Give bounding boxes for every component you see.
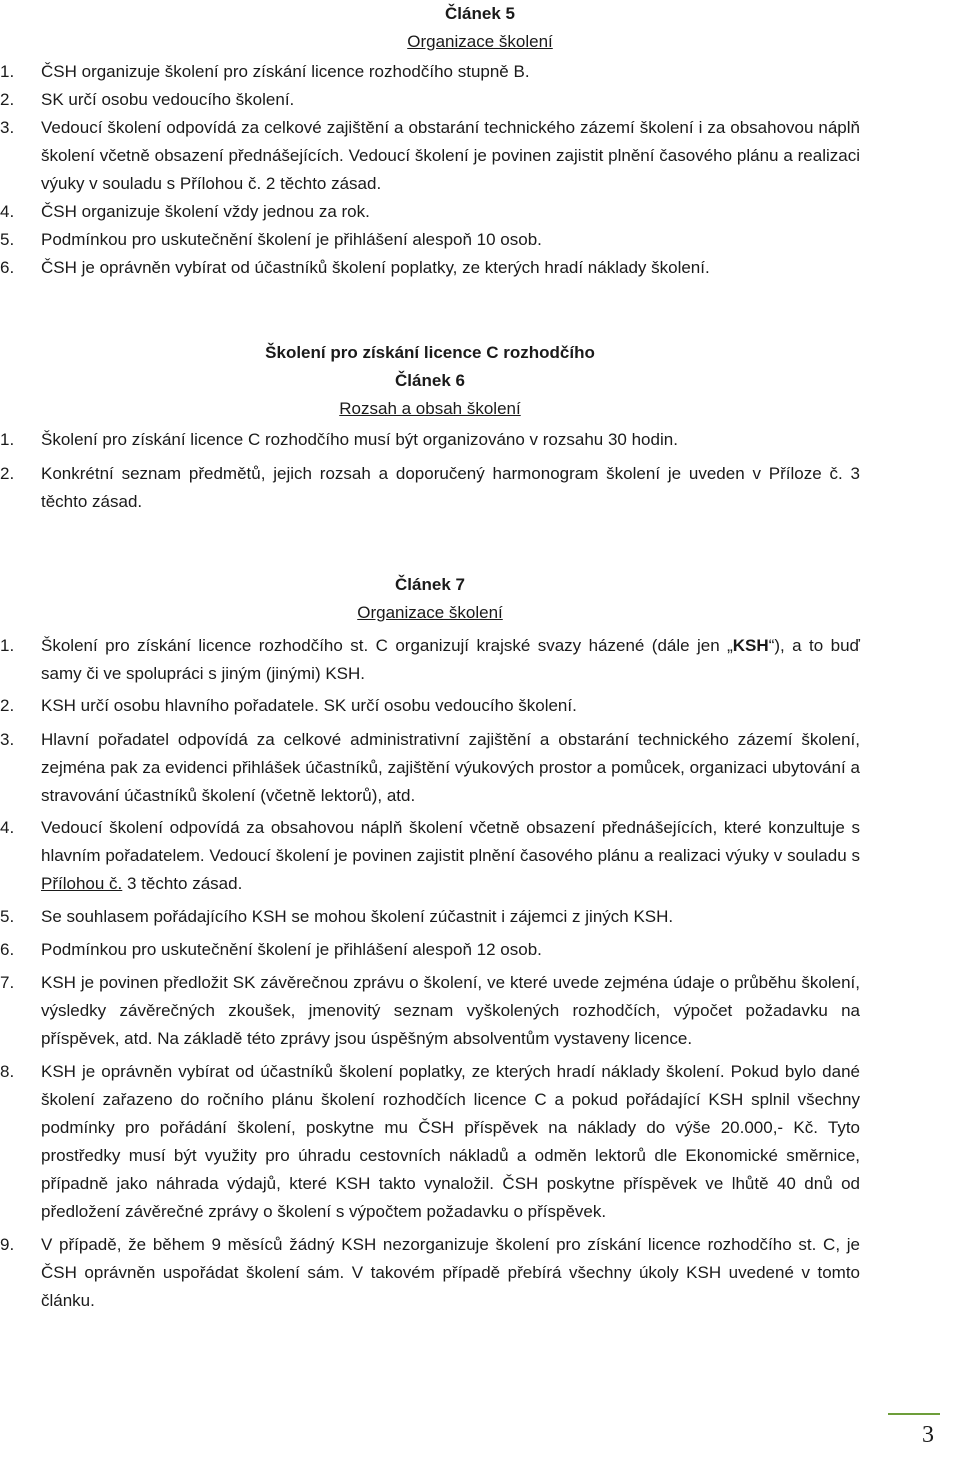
- article-6: [0, 339, 860, 423]
- item-number: 2.: [0, 464, 15, 483]
- item-text: Podmínkou pro uskutečnění školení je přihlášení alespoň 12 osob.: [41, 940, 542, 959]
- list-item: [0, 254, 860, 282]
- item-text: SK určí osobu vedoucího školení.: [41, 90, 295, 109]
- list-item: [0, 1231, 860, 1315]
- item-text: Se souhlasem pořádajícího KSH se mohou školení zúčastnit i zájemci z jiných KSH.: [41, 907, 674, 926]
- article-6-subtitle: Rozsah a obsah školení: [339, 399, 521, 418]
- article-6-title: Článek 6: [395, 371, 465, 390]
- item-text: ČSH organizuje školení pro získání licence rozhodčího stupně B.: [41, 62, 530, 81]
- item-text: Hlavní pořadatel odpovídá za celkové administrativní zajištění a obstarání technického zázemí školení, zejména pak za evidenci přihlášek účastníků, zajištění výukových prostor a pomůcek, organizaci ubytování a stravování účastníků školení (včetně lektorů), atd.: [41, 730, 860, 805]
- list-item: [0, 1058, 860, 1226]
- item-text: V případě, že během 9 měsíců žádný KSH nezorganizuje školení pro získání licence rozhodčího st. C, je ČSH oprávněn uspořádat školení sám. V takovém případě přebírá všechny úkoly KSH uvedené v tomto článku.: [41, 1235, 860, 1310]
- article-7: [0, 571, 860, 627]
- item-number: 2.: [0, 696, 15, 715]
- item-text: Školení pro získání licence C rozhodčího musí být organizováno v rozsahu 30 hodin.: [41, 430, 678, 449]
- article-6-list: [0, 426, 860, 516]
- item-text: Vedoucí školení odpovídá za obsahovou náplň školení včetně obsazení přednášejících, které konzultuje s hlavním pořadatelem. Vedoucí školení je povinen zajistit plnění časového plánu a realizaci výuky v souladu s: [41, 818, 860, 865]
- item-number: 3.: [0, 730, 15, 749]
- item-text: Školení pro získání licence rozhodčího st. C organizují krajské svazy házené (dále jen „: [41, 636, 733, 655]
- list-item: [0, 86, 860, 114]
- item-number: 4.: [0, 202, 15, 221]
- item-number: 2.: [0, 90, 15, 109]
- item-number: 1.: [0, 430, 15, 449]
- list-item: [0, 903, 860, 931]
- item-number: 1.: [0, 636, 15, 655]
- item-number: 4.: [0, 818, 15, 837]
- item-number: 8.: [0, 1062, 15, 1081]
- list-item: [0, 460, 860, 516]
- list-item: [0, 58, 860, 86]
- item-text: ČSH je oprávněn vybírat od účastníků školení poplatky, ze kterých hradí náklady školení.: [41, 258, 710, 277]
- ksh-abbreviation: KSH: [732, 636, 769, 655]
- list-item: [0, 632, 860, 688]
- article-7-title: Článek 7: [395, 575, 465, 594]
- item-number: 3.: [0, 118, 15, 137]
- article-5-list: [0, 58, 860, 282]
- item-number: 6.: [0, 940, 15, 959]
- item-number: 5.: [0, 907, 15, 926]
- list-item: [0, 936, 860, 964]
- article-7-subtitle: Organizace školení: [357, 603, 503, 622]
- item-text: “), a to buď samy či ve spolupráci s jiným (jinými) KSH.: [41, 636, 860, 683]
- item-text: KSH je povinen předložit SK závěrečnou zprávu o školení, ve které uvede zejména údaje o průběhu školení, výsledky závěrečných zkoušek, jmenovitý seznam vyškolených rozhodčích, výpočet požadavku na příspěvek, atd. Na základě této zprávy jsou úspěšným absolventům vystaveny licence.: [41, 973, 860, 1048]
- article-7-list: [0, 632, 860, 1315]
- article-5-title: Článek 5: [445, 4, 515, 23]
- item-number: 5.: [0, 230, 15, 249]
- list-item: [0, 426, 860, 454]
- item-number: 1.: [0, 62, 15, 81]
- page-number: 3: [888, 1413, 940, 1455]
- list-item: [0, 198, 860, 226]
- item-text: KSH je oprávněn vybírat od účastníků školení poplatky, ze kterých hradí náklady školení. Pokud bylo dané školení zařazeno do ročního plánu školení rozhodčích licence C a pokud pořádající KSH splnil všechny podmínky pro pořádání školení, poskytne mu ČSH příspěvek na náklady do výše 20.000,- Kč. Tyto prostředky musí být využity pro úhradu cestovních nákladů a odměn lektorů dle Ekonomické směrnice, případně jako náhrada výdajů, které KSH takto vynaložil. ČSH poskytne příspěvek ve lhůtě 40 dnů od předložení závěrečné zprávy o školení s výpočtem požadavku o příspěvek.: [41, 1062, 860, 1221]
- list-item: [0, 226, 860, 254]
- item-text: Konkrétní seznam předmětů, jejich rozsah a doporučený harmonogram školení je uveden v Příloze č. 3 těchto zásad.: [41, 464, 860, 511]
- article-5: [0, 0, 960, 56]
- section-title: Školení pro získání licence C rozhodčího: [265, 343, 595, 362]
- list-item: [0, 114, 860, 198]
- item-text: Podmínkou pro uskutečnění školení je přihlášení alespoň 10 osob.: [41, 230, 542, 249]
- list-item: [0, 726, 860, 810]
- list-item: [0, 814, 860, 898]
- list-item: [0, 692, 860, 720]
- annex-reference: Přílohou č.: [41, 874, 123, 893]
- article-5-subtitle: Organizace školení: [407, 32, 553, 51]
- item-text: KSH určí osobu hlavního pořadatele. SK určí osobu vedoucího školení.: [41, 696, 577, 715]
- item-text: Vedoucí školení odpovídá za celkové zajištění a obstarání technického zázemí školení i za obsahovou náplň školení včetně obsazení přednášejících. Vedoucí školení je povinen zajistit plnění časového plánu a realizaci výuky v souladu s Přílohou č. 2 těchto zásad.: [41, 118, 860, 193]
- item-text: 3 těchto zásad.: [122, 874, 243, 893]
- list-item: [0, 969, 860, 1053]
- item-number: 7.: [0, 973, 15, 992]
- item-text: ČSH organizuje školení vždy jednou za rok.: [41, 202, 370, 221]
- item-number: 6.: [0, 258, 15, 277]
- item-number: 9.: [0, 1235, 15, 1254]
